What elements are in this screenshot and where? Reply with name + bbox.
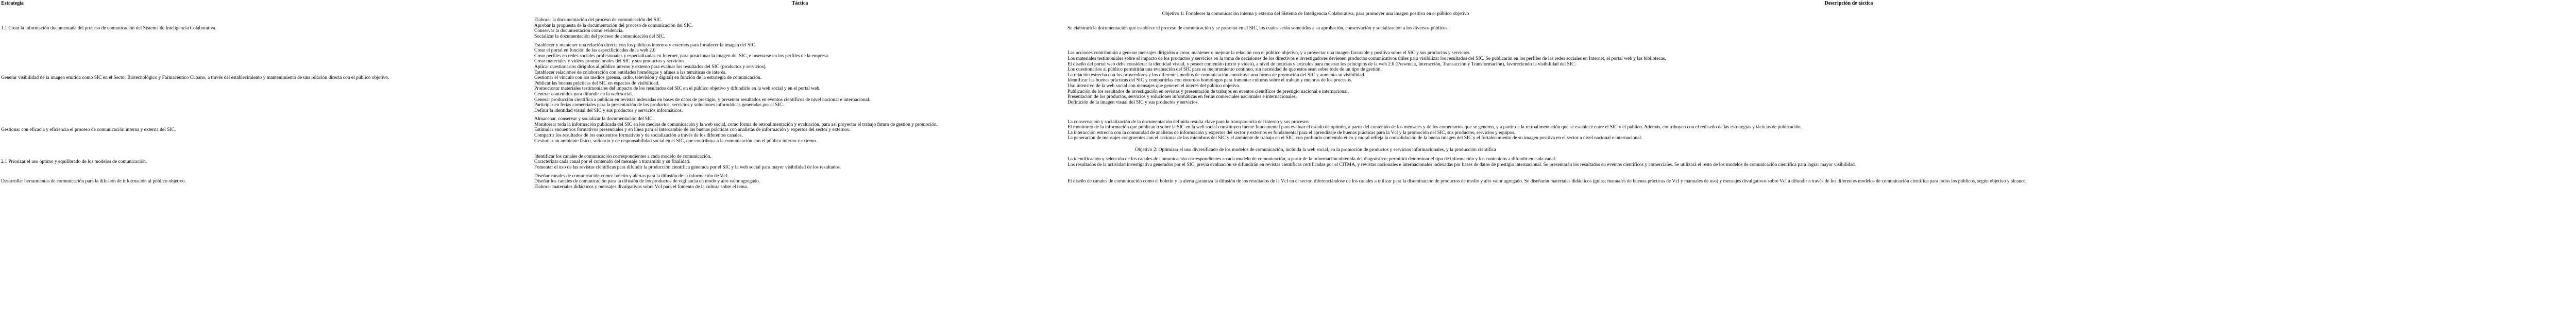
table-row <box>0 18 2576 39</box>
descripcion-cell <box>1066 154 2576 171</box>
descripcion-item: La relación estrecha con los proveedores y los diferentes medios de comunicación constituye una forma de promoción del SIC y aumenta su visibilidad. <box>1067 72 1366 78</box>
tactica-item: Crear perfiles en redes sociales profesionales y especializadas en Internet, para posicionar la imagen del SIC, e insertarse en los perfiles de la empresa. <box>534 53 829 59</box>
descripcion-item: Uso intensivo de la web social con mensajes que generen el interés del público objetivo. <box>1067 83 1241 89</box>
tactica-item: Socializar la documentación del proceso de comunicación del SIC. <box>534 33 666 39</box>
tactica-item: Participar en ferias comerciales para la presentación de los productos, servicios y soluciones informáticas generadas por el SIC. <box>534 103 784 108</box>
header-descripcion: Descripción de táctica <box>1824 1 1873 6</box>
descripcion-item: Se elaborará la documentación que establece el proceso de comunicación y se presenta en el SIC, los cuales serán sometidos a su aprobación, conservación y socialización a los diversos públicos. <box>1067 26 1449 31</box>
tactica-item: Aplicar cuestionarios dirigidos al público interno y externo para evaluar los resultados del SIC (productos y servicios). <box>534 64 767 70</box>
descripcion-item: El diseño del portal web debe considerar la identidad visual, y poseer contenido (texto y video), a nivel de noticias y artículos para mostrar los principios de la web 2.0 (Presencia, Interacción, Transacción y Transformación), favoreciendo la visibilidad del SIC. <box>1067 61 1576 67</box>
tactica-item: Fomentar el uso de las revistas científicas para difundir la producción científica generada por el SIC y la web social para mayor visibilidad de los resultados. <box>534 165 841 171</box>
tactica-item: Promocionar materiales testimoniales del impacto de los resultados del SIC en el público objetivo y difundirlo en la web social y en el portal web. <box>534 86 821 92</box>
estrategia-cell: 1.1 Crear la información documentada del proceso de comunicación del Sistema de Inteligencia Colaborativa. <box>1 26 217 31</box>
estrategia-cell: Generar visibilidad de la imagen emitida como SIC en el Sector Biotecnológico y Farmacéutico Cubano, a través del establecimiento y mantenimiento de una relación directa con el público objetivo. <box>1 75 389 81</box>
estrategia-cell: Gestionar con eficacia y eficiencia el proceso de comunicación interna y externa del SIC. <box>1 127 176 133</box>
descripcion-item: La conservación y socialización de la documentación definida resulta clave para la transparencia del interno y sus procesos. <box>1067 119 1310 125</box>
tactica-item: Publicar las buenas prácticas del SIC en espacios de visibilidad. <box>534 80 659 86</box>
descripcion-cell <box>1066 18 2576 39</box>
tactica-item: Establecer relaciones de colaboración con entidades homólogas y afines a las temáticas de interés. <box>534 70 726 75</box>
tactica-item: Crear el portal en función de las especificidades de la web 2.0 <box>534 48 656 54</box>
descripcion-item: La generación de mensajes congruentes con el accionar de los miembros del SIC y el ambiente de trabajo en el SIC, con profundo contenido ético y moral refleja la consolidación de la buena imagen del SIC y el fortalecimiento de su imagen positiva en el sector a nivel nacional e internacional. <box>1067 136 1642 141</box>
table-body <box>0 11 2576 193</box>
objective-title: Objetivo 1: Fortalecer la comunicación interna y externa del Sistema de Inteligencia Colaborativa, para promover una imagen positiva en el público objetivo <box>1162 11 1469 16</box>
tactica-item: Estimular encuentros formativos presenciales y en línea para el intercambio de las buenas prácticas con analistas de información y expertos del sector y externos. <box>534 127 851 133</box>
table-row <box>0 174 2576 190</box>
tactica-item: Generar contenidos para difundir en la web social. <box>534 91 633 97</box>
tactica-item: Elaborar la documentación del proceso de comunicación del SIC. <box>534 18 663 23</box>
tactica-item: Generar producción científica a publicar en revistas indexadas en bases de datos de prestigio, y presentar resultados en eventos científicos de nivel nacional e internacional. <box>534 97 871 103</box>
table-row <box>0 154 2576 171</box>
tactica-item: Diseñar canales de comunicación como: boletín y alertas para la difusión de la información de VcI. <box>534 173 729 179</box>
descripcion-item: La interacción estrecha con la comunidad de analistas de información y expertos del sector y externos es fundamental para el aprendizaje de buenas prácticas para la Vcl y la promoción del SIC, sus productos, servicios y equipos. <box>1067 130 1516 136</box>
descripcion-item: Los cuestionarios al público permitirán una evaluación del SIC para su mejoramiento continuo, sin necesidad de que estos sean sobre todo de un tipo de gestión. <box>1067 67 1382 73</box>
row-spacer-cell <box>0 190 2576 193</box>
header-estrategia: Estrategia <box>1 1 24 6</box>
descripcion-item: Identificar las buenas prácticas del SIC y compartirlas con entornos homólogos para fomentar culturas sobre el trabajo y mejoras de los procesos. <box>1067 78 1352 83</box>
descripcion-cell <box>1066 174 2576 190</box>
descripcion-item: Presentación de los productos, servicios y soluciones informáticas en ferias comerciales nacionales e internacionales. <box>1067 94 1297 100</box>
tactica-item: Diseñar los canales de comunicación para la difusión de los productos de vigilancia en modo y alto valor agregado. <box>534 179 760 184</box>
row-spacer <box>0 190 2576 193</box>
tactica-cell <box>533 116 1066 144</box>
descripcion-item: Publicación de los resultados de investigación en revistas y presentación de trabajos en eventos científicos de prestigio nacional e internacional. <box>1067 89 1349 94</box>
estrategia-cell: 2.1 Priorizar el uso óptimo y equilibrado de los modelos de comunicación. <box>1 159 147 165</box>
descripcion-item: Los materiales testimoniales sobre el impacto de los productos y servicios en la toma de decisiones de los directivos e investigadores devienen productos comunicativos útiles para visibilizar los resultados del SIC. Se publicarán en los perfiles de las redes sociales en Internet, el portal web y las bibliotecas. <box>1067 56 1666 62</box>
tactica-item: Establecer y mantener una relación directa con los públicos internos y externos para fortalecer la imagen del SIC. <box>534 42 757 48</box>
tactica-item: Gestionar el vínculo con los medios (prensa, radio, televisión y digital) en función de la estrategia de comunicación. <box>534 75 762 81</box>
tactica-cell <box>533 18 1066 39</box>
tactica-item: Compartir los resultados de los encuentros formativos y de socialización a través de los diferentes canales. <box>534 133 743 139</box>
table-row <box>0 43 2576 114</box>
descripcion-item: La identificación y selección de los canales de comunicación correspondientes a cada modelo de comunicación, a partir de la información obtenida del diagnóstico; permitirá determinar el tipo de información y los contenidos a difundir en cada canal. <box>1067 157 1556 162</box>
descripcion-item: El monitoreo de la información que publican o sobre la SIC en la web social constituyen fuente fundamental para evaluar el estado de opinión, a partir del contenido de los mensajes y de los comentarios que se generen, y a partir de la retroalimentación que se establece entre el SIC y el público. Además, contribuyen con el rediseño de las estrategias y tácticas de publicación. <box>1067 125 1802 130</box>
descripcion-cell <box>1066 116 2576 144</box>
estrategia-cell: Desarrollar herramientas de comunicación para la difusión de información al público objetivo. <box>1 179 186 184</box>
tactica-item: Elaborar materiales didácticos y mensajes divulgativos sobre VcI para el fomento de la cultura sobre el tema. <box>534 184 748 190</box>
header-tactica: Táctica <box>791 1 808 6</box>
tactica-item: Identificar los canales de comunicación correspondientes a cada modelo de comunicación. <box>534 154 711 159</box>
objective-title: Objetivo 2: Optimizar el uso diversificado de los modelos de comunicación, incluida la web social, en la promoción de productos y servicios informacionales, y la producción científica <box>1135 147 1496 153</box>
objective-row <box>0 11 2576 18</box>
tactica-item: Conservar la documentación como evidencia. <box>534 28 624 34</box>
descripcion-cell <box>1066 43 2576 114</box>
table-header-row <box>0 0 2576 11</box>
descripcion-item: Las acciones contribuirán a generar mensajes dirigidos a crear, mantener o mejorar la relación con el público objetivo, y a proyectar una imagen favorable y positiva sobre el SIC y sus productos y servicios. <box>1067 50 1471 56</box>
tactica-item: Caracterizar cada canal por el contenido del mensaje a transmitir y su finalidad. <box>534 159 690 165</box>
tactica-item: Monitorear toda la información publicada del SIC en los medios de comunicación y la web social, como forma de retroalimentación y evaluación, para así proyectar el trabajo futuro de gestión y promoción. <box>534 122 938 127</box>
tactica-item: Definir la identidad visual del SIC y sus productos y servicios informáticos. <box>534 108 683 113</box>
descripcion-item: Los resultados de la actividad investigativa generados por el SIC, previa evaluación se difundirán en revistas científicas certificadas por el CITMA, y revistas nacionales e internacionales indexadas por bases de datos de prestigio internacional. Se presentarán los resultados en eventos científicos y comerciales. Se utilizará el resto de los modelos de comunicación científica para lograr mayor visibilidad. <box>1067 162 1856 167</box>
descripcion-item: Definición de la imagen visual del SIC y sus productos y servicios. <box>1067 99 1199 105</box>
tactica-cell <box>533 43 1066 114</box>
tactica-item: Crear materiales y videos promocionales del SIC y sus productos y servicios. <box>534 59 686 64</box>
table-row <box>0 116 2576 144</box>
descripcion-item: El diseño de canales de comunicación como el boletín y la alerta garantiza la difusión de los resultados de la VcI en el sector, diferenciándose de los canales a utilizar para la diseminación de productos de medio y alto valor agregado. Se diseñarán materiales didácticos (guías; manuales de buenas prácticas de VcI y manuales de uso) y mensajes divulgativos sobre VcI a difundir a través de los diferentes modelos de comunicación científica para todos los públicos, según objetivo y alcance. <box>1067 179 2027 184</box>
objective-row <box>0 147 2576 154</box>
tactica-item: Gestionar un ambiente físico, solidario y de responsabilidad social en el SIC, que contribuya a la comunicación con el público interno y externo. <box>534 138 817 144</box>
tactica-item: Aprobar la propuesta de la documentación del proceso de comunicación del SIC. <box>534 23 693 28</box>
tactica-item: Almacenar, conservar y socializar la documentación del SIC. <box>534 116 654 122</box>
tactica-cell <box>533 154 1066 171</box>
tactica-cell <box>533 174 1066 190</box>
